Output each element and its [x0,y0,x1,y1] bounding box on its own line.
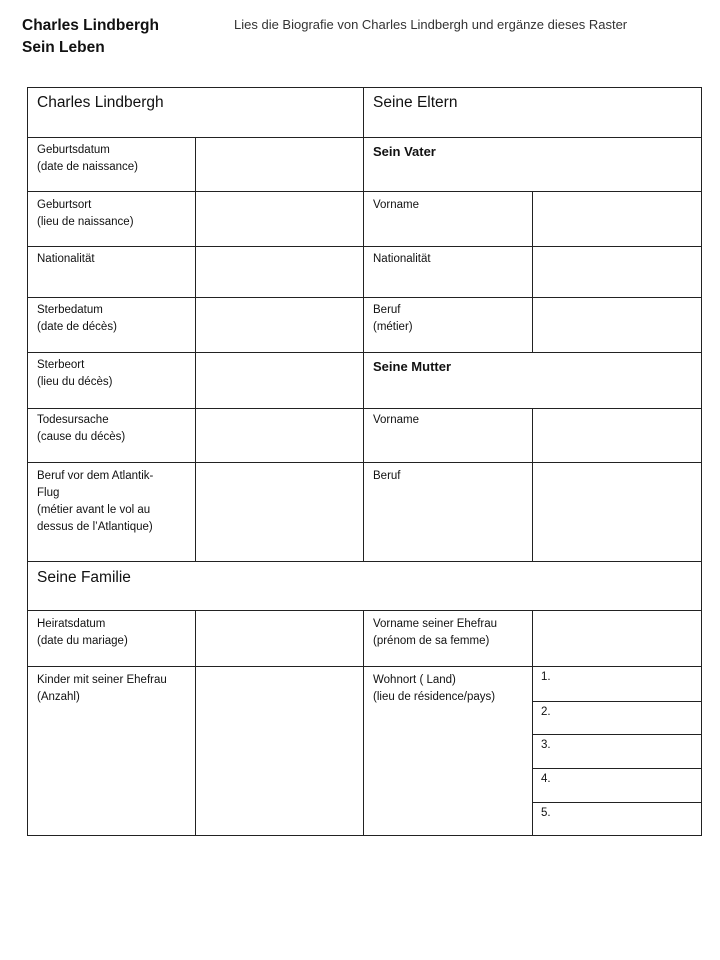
answer-mother-firstname[interactable] [533,409,701,462]
label-mother-firstname: Vorname [373,414,420,426]
residence-number-1[interactable]: 1. [541,671,551,683]
answer-father-firstname[interactable] [533,192,701,246]
family-heading: Seine Familie [37,569,131,586]
answer-wife-firstname[interactable] [533,611,701,666]
answer-nationality[interactable] [196,247,362,297]
label-birth-place: Geburtsort (lieu de naissance) [37,199,134,228]
label-marriage-date: Heiratsdatum (date du mariage) [37,618,128,647]
answer-birth-date[interactable] [196,138,362,191]
answer-death-date[interactable] [196,298,362,352]
label-children: Kinder mit seiner Ehefrau (Anzahl) [37,674,167,703]
instruction-text: Lies die Biografie von Charles Lindbergh und ergänze dieses Raster [234,17,628,32]
mother-heading: Seine Mutter [373,359,452,374]
label-nationality: Nationalität [37,253,95,265]
answer-father-job[interactable] [533,298,701,352]
answer-mother-job[interactable] [533,463,701,561]
worksheet-title [22,15,159,59]
label-father-firstname: Vorname [373,199,420,211]
answer-marriage-date[interactable] [196,611,362,666]
biography-grid [27,87,702,836]
residence-number-2[interactable]: 2. [541,706,551,718]
answer-children[interactable] [196,667,362,835]
residence-number-3[interactable]: 3. [541,739,551,751]
answer-cause-of-death[interactable] [196,409,362,462]
label-wife-firstname: Vorname seiner Ehefrau (prénom de sa femme) [373,618,498,647]
residence-number-5[interactable]: 5. [541,807,551,819]
answer-birth-place[interactable] [196,192,362,246]
label-father-job: Beruf (métier) [373,304,413,333]
label-death-place: Sterbeort (lieu du décès) [37,359,113,388]
answer-death-place[interactable] [196,353,362,408]
label-birth-date: Geburtsdatum (date de naissance) [37,144,139,173]
label-residence: Wohnort ( Land) (lieu de résidence/pays) [373,674,496,703]
label-job-before-flight: Beruf vor dem Atlantik- Flug (métier avant le vol au dessus de l’Atlantique) [37,470,154,533]
title-line-1: Charles Lindbergh [22,17,159,34]
label-death-date: Sterbedatum (date de décès) [37,304,117,333]
label-father-nationality: Nationalität [373,253,431,265]
answer-father-nationality[interactable] [533,247,701,297]
header-seine-eltern: Seine Eltern [373,94,458,111]
header-charles-lindbergh: Charles Lindbergh [37,94,164,111]
answer-job-before-flight[interactable] [196,463,362,561]
father-heading: Sein Vater [373,144,436,159]
title-line-2: Sein Leben [22,39,105,56]
residence-number-4[interactable]: 4. [541,773,551,785]
label-mother-job: Beruf [373,470,401,482]
label-cause-of-death: Todesursache (cause du décès) [37,414,126,443]
